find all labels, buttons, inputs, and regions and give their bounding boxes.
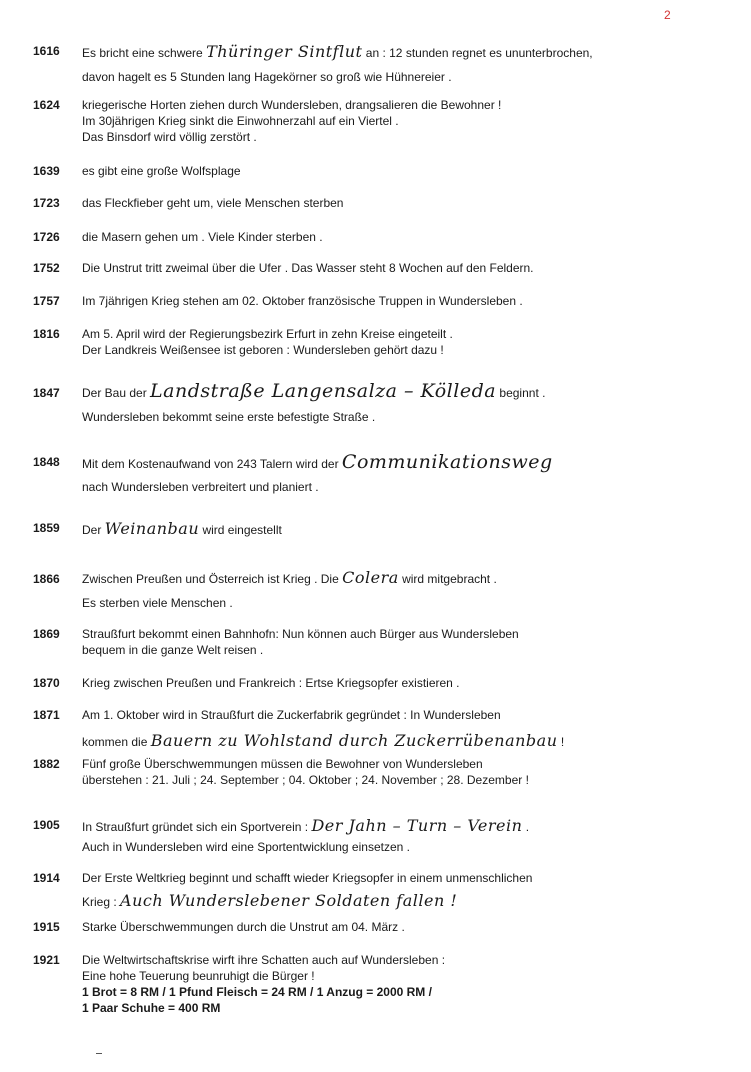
year-label: 1757 [33, 294, 60, 308]
entry-line [82, 731, 564, 750]
line-text: kommen die [82, 735, 151, 749]
year-label: 1847 [33, 386, 60, 400]
handwritten-insertion: Auch Wunderslebener Soldaten fallen ! [120, 891, 458, 910]
entry-line: überstehen : 21. Juli ; 24. September ; 04. Oktober ; 24. November ; 28. Dezember ! [82, 773, 529, 787]
entry-line: nach Wundersleben verbreitert und planiert . [82, 480, 319, 494]
entry-line: Krieg zwischen Preußen und Frankreich : Ertse Kriegsopfer existieren . [82, 676, 460, 690]
year-label: 1915 [33, 920, 60, 934]
entry-line: die Masern gehen um . Viele Kinder sterben . [82, 230, 323, 244]
entry-line: Der Landkreis Weißensee ist geboren : Wundersleben gehört dazu ! [82, 343, 444, 357]
year-label: 1869 [33, 627, 60, 641]
year-label: 1914 [33, 871, 60, 885]
entry-line: Der Erste Weltkrieg beginnt und schafft wieder Kriegsopfer in einem unmenschlichen [82, 871, 533, 885]
entry-line: Die Unstrut tritt zweimal über die Ufer . Das Wasser steht 8 Wochen auf den Feldern. [82, 261, 534, 275]
page-number: 2 [664, 8, 671, 22]
entry-line: Am 1. Oktober wird in Straußfurt die Zuckerfabrik gegründet : In Wundersleben [82, 708, 501, 722]
handwritten-insertion: Bauern zu Wohlstand durch Zuckerrübenanbau [150, 731, 558, 750]
handwritten-insertion: Weinanbau [104, 519, 200, 538]
line-text: beginnt . [496, 386, 546, 400]
line-text: an : 12 stunden regnet es ununterbrochen, [362, 46, 593, 60]
line-text: . [522, 820, 530, 834]
entry-line: Im 30jährigen Krieg sinkt die Einwohnerzahl auf ein Viertel . [82, 114, 399, 128]
year-label: 1616 [33, 44, 60, 58]
entry-line: bequem in die ganze Welt reisen . [82, 643, 264, 657]
line-text: wird eingestellt [199, 523, 282, 537]
year-label: 1870 [33, 676, 60, 690]
stray-mark [96, 1053, 102, 1054]
entry-line: Wundersleben bekommt seine erste befestigte Straße . [82, 410, 376, 424]
year-label: 1752 [33, 261, 60, 275]
handwritten-insertion: Thüringer Sintflut [206, 42, 363, 61]
entry-line: Starke Überschwemmungen durch die Unstrut am 04. März . [82, 920, 405, 934]
handwritten-insertion: Colera [342, 568, 399, 587]
year-label: 1859 [33, 521, 60, 535]
entry-line: Im 7jährigen Krieg stehen am 02. Oktober französische Truppen in Wundersleben . [82, 294, 523, 308]
entry-line: Es sterben viele Menschen . [82, 596, 233, 610]
entry-line: es gibt eine große Wolfsplage [82, 164, 241, 178]
year-label: 1848 [33, 455, 60, 469]
year-label: 1639 [33, 164, 60, 178]
year-label: 1866 [33, 572, 60, 586]
entry-line: Fünf große Überschwemmungen müssen die Bewohner von Wundersleben [82, 757, 483, 771]
handwritten-insertion: Landstraße Langensalza – Kölleda [150, 380, 497, 402]
entry-line: Eine hohe Teuerung beunruhigt die Bürger ! [82, 969, 315, 983]
entry-line: davon hagelt es 5 Stunden lang Hagekörner so groß wie Hühnereier . [82, 70, 452, 84]
entry-line: kriegerische Horten ziehen durch Wundersleben, drangsalieren die Bewohner ! [82, 98, 502, 112]
entry-line [82, 519, 282, 538]
line-text: Zwischen Preußen und Österreich ist Krieg . Die [82, 572, 343, 586]
entry-line: Das Binsdorf wird völlig zerstört . [82, 130, 257, 144]
year-label: 1871 [33, 708, 60, 722]
handwritten-insertion: Der Jahn – Turn – Verein [311, 816, 523, 835]
entry-line [82, 568, 497, 587]
year-label: 1905 [33, 818, 60, 832]
line-text: In Straußfurt gründet sich ein Sportverein : [82, 820, 312, 834]
line-text: ! [557, 735, 565, 749]
entry-line: Am 5. April wird der Regierungsbezirk Erfurt in zehn Kreise eingeteilt . [82, 327, 453, 341]
entry-line: Die Weltwirtschaftskrise wirft ihre Schatten auch auf Wundersleben : [82, 953, 446, 967]
year-label: 1816 [33, 327, 60, 341]
line-text: Mit dem Kostenaufwand von 243 Talern wird der [82, 457, 342, 471]
entry-line: Auch in Wundersleben wird eine Sportentwicklung einsetzen . [82, 840, 410, 854]
year-label: 1726 [33, 230, 60, 244]
line-text: wird mitgebracht . [398, 572, 497, 586]
entry-line: 1 Brot = 8 RM / 1 Pfund Fleisch = 24 RM / 1 Anzug = 2000 RM / [82, 985, 432, 999]
year-label: 1921 [33, 953, 60, 967]
entry-line [82, 816, 529, 835]
entry-line: 1 Paar Schuhe = 400 RM [82, 1001, 221, 1015]
entry-line [82, 451, 553, 473]
line-text: Es bricht eine schwere [82, 46, 207, 60]
entry-line: das Fleckfieber geht um, viele Menschen sterben [82, 196, 344, 210]
entry-line: Straußfurt bekommt einen Bahnhofn: Nun können auch Bürger aus Wundersleben [82, 627, 519, 641]
entry-line [82, 42, 593, 61]
entry-line [82, 380, 545, 402]
line-text: Der Bau der [82, 386, 151, 400]
entry-line [82, 891, 457, 910]
year-label: 1624 [33, 98, 60, 112]
line-text: Krieg : [82, 895, 121, 909]
line-text: Der [82, 523, 105, 537]
year-label: 1723 [33, 196, 60, 210]
handwritten-insertion: Communikationsweg [341, 451, 553, 473]
year-label: 1882 [33, 757, 60, 771]
